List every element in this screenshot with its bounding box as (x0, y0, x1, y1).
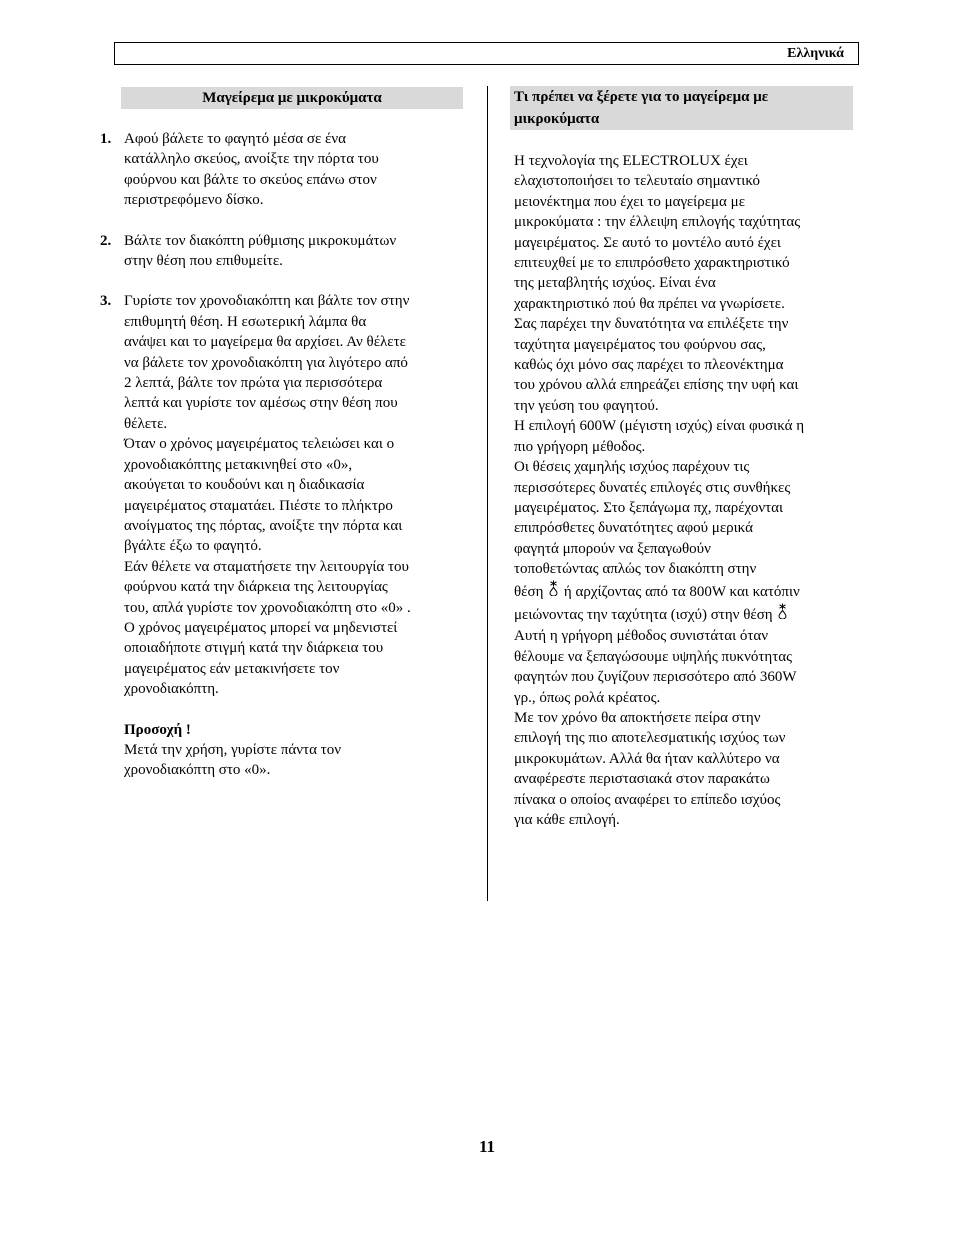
instruction-number: 1. (100, 131, 112, 147)
instruction-number: 3. (100, 293, 112, 310)
text-line: οποιαδήποτε στιγμή κατά την διάρκεια του (124, 640, 384, 657)
text-line: λεπτά και γυρίστε τον αμέσως στην θέση που (124, 395, 398, 412)
right-heading-line: Τι πρέπει να ξέρετε για το μαγείρεμα με (514, 89, 769, 105)
text-line: επιθυμητή θέση. Η εσωτερική λάμπα θα (124, 313, 367, 330)
page-number: 11 (478, 1137, 496, 1156)
defrost-icon (547, 580, 560, 603)
header-box (114, 42, 859, 65)
symbol-line-1 (514, 580, 859, 603)
column-divider (487, 86, 488, 901)
text-line: στην θέση που επιθυμείτε. (124, 253, 283, 270)
warning-title: Προσοχή ! (124, 721, 191, 738)
defrost-icon (776, 603, 789, 626)
text-line: περιστρεφόμενο δίσκο. (124, 192, 264, 209)
text-line: ανάψει και το μαγείρεμα θα αρχίσει. Αν θέλετε (124, 334, 406, 351)
text-line: ανοίγματος της πόρτας, ανοίξτε την πόρτα και (124, 517, 403, 534)
text-line: Εάν θέλετε να σταματήσετε την λειτουργία του (124, 558, 409, 575)
text-line: μαγειρέματος. Σε αυτό το μοντέλο αυτό έχει (514, 234, 781, 251)
text-line: φαγητών που ζυγίζουν περισσότερο από 360W (514, 669, 797, 686)
text-line: χρονοδιακόπτη στο «0». (124, 762, 271, 779)
text-line: Αυτή η γρήγορη μέθοδος συνιστάται όταν (514, 628, 769, 645)
text-line: τοποθετώντας απλώς τον διακόπτη στην (514, 561, 757, 578)
instruction-text (124, 129, 462, 211)
text-line: καθώς όχι μόνο σας παρέχει το πλεονέκτημα (514, 357, 784, 374)
text-line: Οι θέσεις χαμηλής ισχύος παρέχουν τις (514, 459, 750, 476)
text-line: 2 λεπτά, βάλτε τον πρώτα για περισσότερα (124, 375, 383, 392)
text-line: για κάθε επιλογή. (514, 812, 620, 828)
text-line: μαγειρέματος εάν μετακινήσετε τον (124, 660, 340, 677)
right-heading-line: μικροκύματα (514, 111, 600, 127)
text-line: να βάλετε τον χρονοδιακόπτη για λιγότερο από (124, 354, 408, 371)
instruction-item (100, 129, 462, 211)
warning-text (124, 740, 462, 781)
instruction-text (124, 291, 462, 699)
right-body-text-continued (514, 626, 859, 830)
instruction-item (100, 231, 462, 272)
text-line: φαγητά μπορούν να ξεπαγωθούν (514, 540, 711, 557)
text-line: πιο γρήγορη μέθοδος. (514, 438, 646, 455)
right-column (514, 151, 859, 830)
instruction-number: 2. (100, 232, 112, 249)
text-line: μικροκύματα : την έλλειψη επιλογής ταχύτητας (514, 214, 801, 231)
text-line: χρονοδιακόπτης μετακινηθεί στο «0», (124, 456, 353, 473)
text-line: επιλογή της πιο αποτελεσματικής ισχύος των (514, 730, 786, 747)
text-line: μαγειρέματος σταματάει. Πιέστε το πλήκτρο (124, 497, 393, 514)
text-line: του χρόνου αλλά επηρεάζει επίσης την υφή και (514, 377, 799, 394)
text-line: Η επιλογή 600W (μέγιστη ισχύς) είναι φυσικά η (514, 418, 805, 435)
text-line: γρ., όπως ρολά κρέατος. (514, 689, 661, 706)
text-line: Όταν ο χρόνος μαγειρέματος τελειώσει και ο (124, 436, 395, 453)
text-line: περισσότερες δυνατές επιλογές στις συνθήκες (514, 479, 791, 496)
text-line: της μεταβλητής ισχύος. Είναι ένα (514, 275, 716, 292)
text-line: θέλουμε να ξεπαγώσουμε υψηλής πυκνότητας (514, 648, 793, 665)
text-line: φούρνου και βάλτε το σκεύος επάνω στον (124, 171, 377, 188)
text-line: Μετά την χρήση, γυρίστε πάντα τον (124, 741, 341, 758)
text-line: Η τεχνολογία της ELECTROLUX έχει (514, 153, 748, 169)
language-label: Ελληνικά (787, 46, 844, 61)
text-line: ταχύτητα μαγειρέματος του φούρνου σας, (514, 336, 766, 353)
text-line: Ο χρόνος μαγειρέματος μπορεί να μηδενιστεί (124, 619, 398, 636)
text-line: πίνακα ο οποίος αναφέρει το επίπεδο ισχύος (514, 791, 781, 808)
text-line: επιπρόσθετες δυνατότητες αφού μερικά (514, 520, 753, 537)
text-line: μαγειρέματος. Στο ξεπάγωμα πχ, παρέχονται (514, 499, 784, 516)
text-line: μειονέκτημα που έχει το μαγείρεμα με (514, 193, 745, 210)
text-line: Γυρίστε τον χρονοδιακόπτη και βάλτε τον στην (124, 293, 410, 310)
symbol-line-1-after: ή αρχίζοντας από τα 800W και κατόπιν (560, 583, 800, 600)
instruction-item (100, 291, 462, 699)
instruction-text (124, 231, 462, 272)
symbol-line-2-before: μειώνοντας την ταχύτητα (ισχύ) στην θέση (514, 606, 777, 623)
text-line: Βάλτε τον διακόπτη ρύθμισης μικροκυμάτων (124, 232, 397, 249)
warning-block (124, 720, 462, 781)
text-line: χαρακτηριστικό πού θα πρέπει να γνωρίσετε. (514, 295, 785, 312)
right-body-text (514, 151, 859, 580)
left-column (100, 129, 462, 781)
text-line: Σας παρέχει την δυνατότητα να επιλέξετε την (514, 316, 789, 333)
text-line: ελαχιστοποιήσει το τελευταίο σημαντικό (514, 173, 761, 190)
text-line: χρονοδιακόπτη. (124, 681, 219, 698)
text-line: την γεύση του φαγητού. (514, 397, 659, 414)
symbol-line-2 (514, 603, 859, 626)
text-line: αναφέρεστε περιστασιακά στον παρακάτω (514, 771, 770, 788)
text-line: Με τον χρόνο θα αποκτήσετε πείρα στην (514, 709, 761, 726)
text-line: Αφού βάλετε το φαγητό μέσα σε ένα (124, 131, 346, 147)
text-line: μικροκυμάτων. Αλλά θα ήταν καλλύτερο να (514, 750, 780, 767)
symbol-line-1-before: θέση (514, 583, 548, 600)
text-line: βγάλτε έξω το φαγητό. (124, 538, 262, 555)
text-line: κατάλληλο σκεύος, ανοίξτε την πόρτα του (124, 151, 379, 168)
text-line: φούρνου κατά την διάρκεια της λειτουργίας (124, 579, 388, 596)
instruction-list (100, 129, 462, 700)
left-section-heading: Μαγείρεμα με μικροκύματα (121, 87, 463, 109)
text-line: θέλετε. (124, 415, 168, 432)
text-line: του, απλά γυρίστε τον χρονοδιακόπτη στο «0» . (124, 599, 411, 616)
text-line: επιτευχθεί με το επιπρόσθετο χαρακτηριστικό (514, 255, 790, 272)
text-line: ακούγεται το κουδούνι και η διαδικασία (124, 477, 365, 494)
right-section-heading (510, 86, 853, 130)
